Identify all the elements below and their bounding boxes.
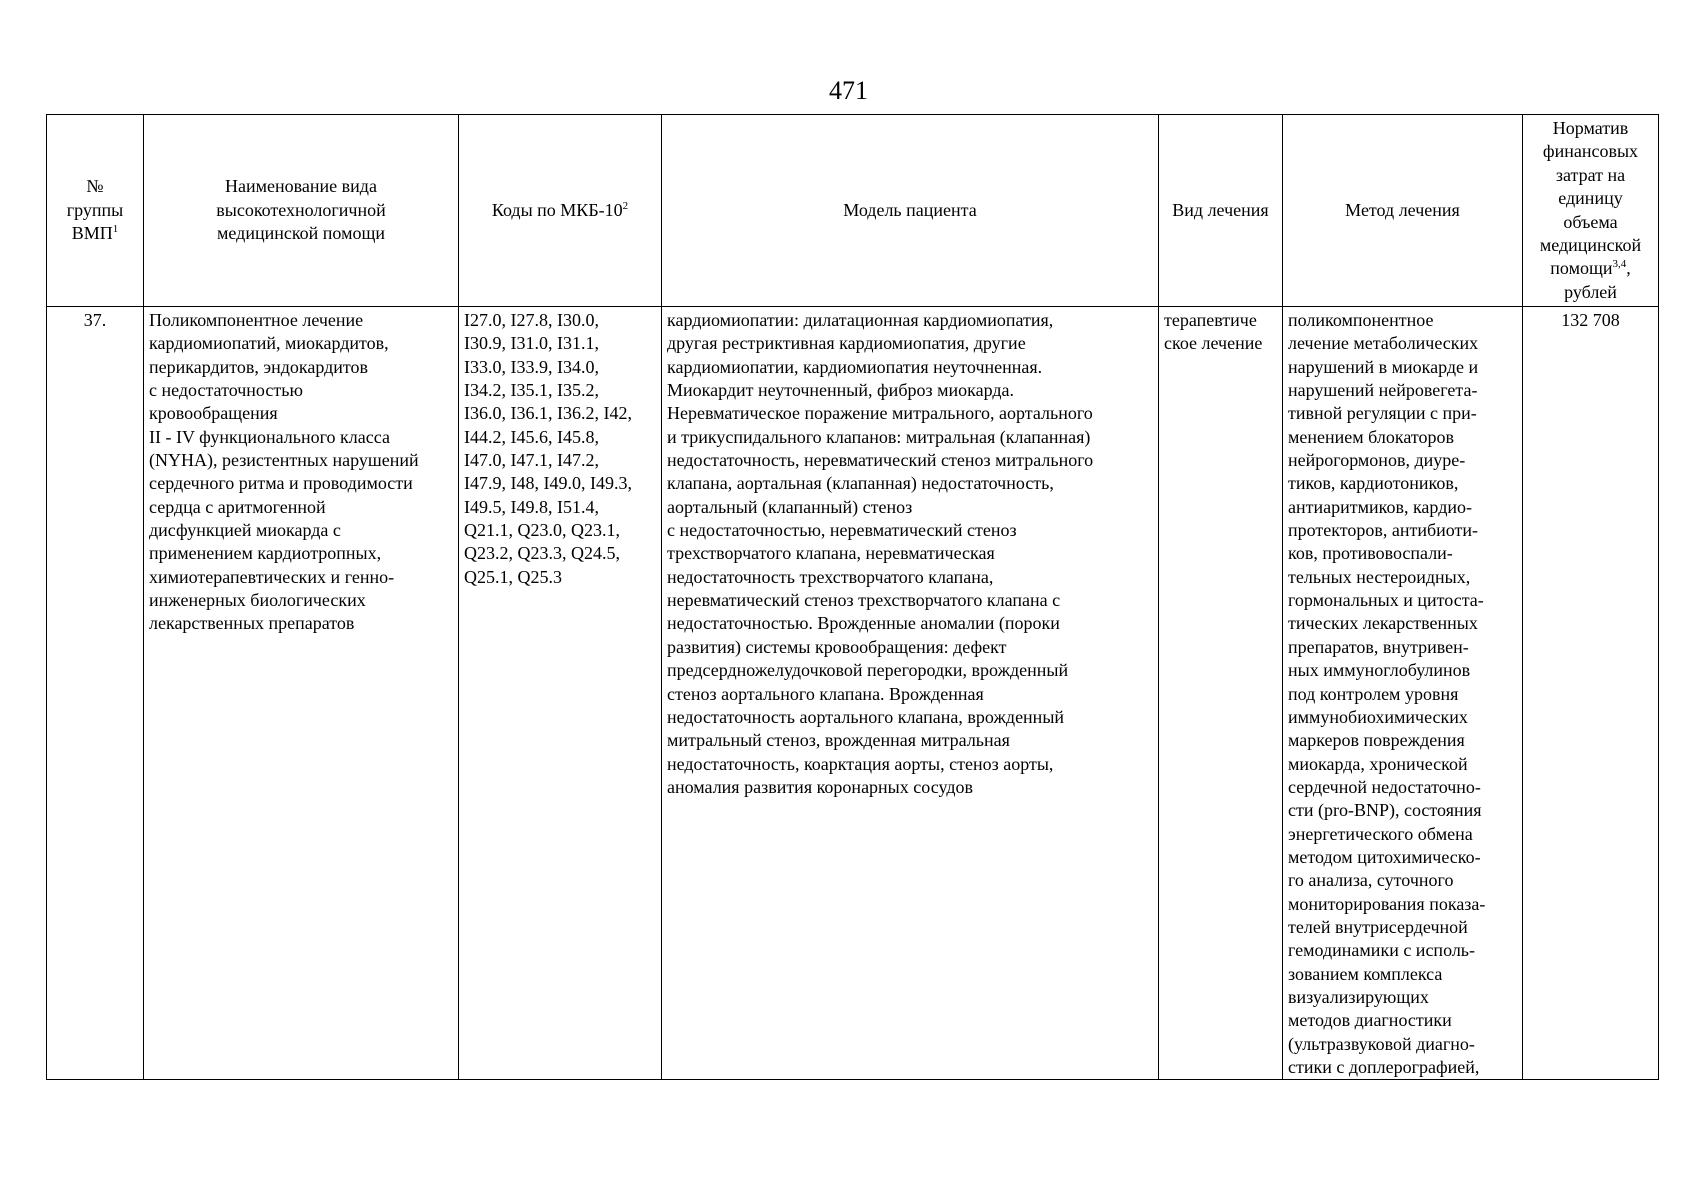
text-line: с недостаточностью <box>149 380 303 401</box>
text-line: маркеров повреждения <box>1288 730 1465 751</box>
text-line: недостаточность, коарктация аорты, стеноз аорты, <box>667 753 1054 774</box>
header-method <box>1283 115 1523 307</box>
group-number: 37. <box>83 310 107 330</box>
text-line: миокарда, хронической <box>1288 753 1468 774</box>
header-method-text: Метод лечения <box>1345 199 1460 220</box>
vmp-table <box>46 114 1659 1080</box>
text-line: кровообращения <box>149 403 278 424</box>
text-line: (ультразвуковой диагно- <box>1288 1033 1475 1054</box>
text-line: лечение метаболических <box>1288 333 1479 354</box>
text-line: стеноз аортального клапана. Врожденная <box>667 683 984 704</box>
cell-kind <box>1159 307 1283 1080</box>
text-line: аортальный (клапанный) стеноз <box>667 496 913 517</box>
text-line: терапевтиче <box>1164 310 1257 330</box>
cell-norm <box>1523 307 1659 1080</box>
page-number: 471 <box>829 76 868 105</box>
text-line: сердечного ритма и проводимости <box>149 473 413 494</box>
cell-model <box>662 307 1159 1080</box>
text-line: применением кардиотропных, <box>149 543 382 564</box>
text-line: I33.0, I33.9, I34.0, <box>464 356 599 377</box>
text-line: развития) системы кровообращения: дефект <box>667 636 1007 657</box>
header-norm-line: затрат на <box>1555 164 1626 185</box>
text-line: I47.9, I48, I49.0, I49.3, <box>464 473 632 494</box>
cell-name <box>144 307 459 1080</box>
header-norm-line: Норматив <box>1552 118 1629 139</box>
text-line: кардиомиопатии, кардиомиопатия неуточненная. <box>667 356 1043 377</box>
header-name-line: высокотехнологичной <box>216 199 386 220</box>
header-group <box>47 115 144 307</box>
header-norm-line: медицинской <box>1539 234 1642 255</box>
text-line: (NYHA), резистентных нарушений <box>149 450 419 471</box>
footnote-mark: 2 <box>622 199 629 212</box>
cell-method <box>1283 307 1523 1080</box>
header-norm-line: единицу <box>1558 188 1623 209</box>
text-line: Q23.2, Q23.3, Q24.5, <box>464 543 620 564</box>
text-line: недостаточность аортального клапана, врожденный <box>667 706 1065 727</box>
text-line: ков, противовоспали- <box>1288 543 1453 564</box>
text-line: иммунобиохимических <box>1288 706 1468 727</box>
text-line: неревматический стеноз трехстворчатого клапана с <box>667 590 1061 611</box>
footnote-mark: 1 <box>112 223 119 236</box>
text-line: недостаточность, неревматический стеноз митрального <box>667 450 1094 471</box>
text-line: го анализа, суточного <box>1288 870 1454 891</box>
text-line: гормональных и цитоста- <box>1288 590 1484 611</box>
norm-value: 132 708 <box>1561 310 1620 330</box>
text-line: кардиомиопатий, миокардитов, <box>149 333 389 354</box>
text-line: сти (pro-BNP), состояния <box>1288 800 1482 821</box>
table-row <box>47 307 1659 1080</box>
header-model <box>662 115 1159 307</box>
text-line: нарушений в миокарде и <box>1288 356 1479 377</box>
header-name <box>144 115 459 307</box>
text-line: тельных нестероидных, <box>1288 566 1471 587</box>
text-line: и трикуспидального клапанов: митральная (клапанная) <box>667 426 1091 447</box>
header-norm-line: объема <box>1563 211 1618 232</box>
text-line: лекарственных препаратов <box>149 613 355 634</box>
header-norm <box>1523 115 1659 307</box>
header-codes-text: Коды по МКБ-10 <box>491 199 623 220</box>
text-line: под контролем уровня <box>1288 683 1459 704</box>
text-line: тиков, кардиотоников, <box>1288 473 1459 494</box>
footnote-mark: 3,4 <box>1612 258 1627 271</box>
text-line: Поликомпонентное лечение <box>149 310 364 330</box>
text-line: сердечной недостаточно- <box>1288 776 1481 797</box>
text-line: I47.0, I47.1, I47.2, <box>464 450 599 471</box>
text-line: предсердножелудочковой перегородки, врожденный <box>667 660 1069 681</box>
text-line: трехстворчатого клапана, неревматическая <box>667 543 995 564</box>
header-norm-line: помощи$^{3,4}$, <box>1550 258 1631 279</box>
header-kind <box>1159 115 1283 307</box>
text-line: химиотерапевтических и генно- <box>149 566 395 587</box>
header-name-line: Наименование вида <box>225 176 377 197</box>
header-group-line: № <box>86 176 104 197</box>
text-line: ных иммуноглобулинов <box>1288 660 1471 681</box>
cell-codes <box>459 307 662 1080</box>
text-line: Q25.1, Q25.3 <box>464 566 562 587</box>
text-line: антиаритмиков, кардио- <box>1288 496 1472 517</box>
header-model-text: Модель пациента <box>843 199 977 220</box>
text-line: I34.2, I35.1, I35.2, <box>464 380 599 401</box>
text-line: I27.0, I27.8, I30.0, <box>464 310 599 330</box>
text-line: препаратов, внутривен- <box>1288 636 1469 657</box>
text-line: нейрогормонов, диуре- <box>1288 450 1466 471</box>
text-line: гемодинамики с исполь- <box>1288 940 1476 961</box>
header-kind-text: Вид лечения <box>1172 199 1269 220</box>
header-norm-line: рублей <box>1564 281 1617 302</box>
text-line: дисфункцией миокарда с <box>149 520 341 541</box>
text-line: Q21.1, Q23.0, Q23.1, <box>464 520 620 541</box>
text-line: с недостаточностью, неревматический стеноз <box>667 520 1017 541</box>
header-norm-line: финансовых <box>1542 141 1639 162</box>
text-line: клапана, аортальная (клапанная) недостаточность, <box>667 473 1054 494</box>
text-line: I44.2, I45.6, I45.8, <box>464 426 599 447</box>
text-line: зованием комплекса <box>1288 963 1443 984</box>
text-line: методом цитохимическо- <box>1288 846 1481 867</box>
text-line: инженерных биологических <box>149 590 366 611</box>
text-line: Миокардит неуточненный, фиброз миокарда. <box>667 380 1014 401</box>
text-line: поликомпонентное <box>1288 310 1434 330</box>
text-line: ское лечение <box>1164 333 1263 354</box>
table-header-row <box>47 115 1659 307</box>
text-line: перикардитов, эндокардитов <box>149 356 369 377</box>
text-line: II - IV функционального класса <box>149 426 390 447</box>
header-codes <box>459 115 662 307</box>
header-group-line: группы <box>66 199 124 220</box>
text-line: стики с доплерографией, <box>1288 1057 1480 1077</box>
text-line: мониторирования показа- <box>1288 893 1486 914</box>
header-name-line: медицинской помощи <box>217 223 385 244</box>
text-line: менением блокаторов <box>1288 426 1454 447</box>
text-line: I49.5, I49.8, I51.4, <box>464 496 599 517</box>
text-line: I36.0, I36.1, I36.2, I42, <box>464 403 632 424</box>
text-line: другая рестриктивная кардиомиопатия, другие <box>667 333 1026 354</box>
text-line: протекторов, антибиоти- <box>1288 520 1479 541</box>
text-line: методов диагностики <box>1288 1010 1452 1031</box>
text-line: I30.9, I31.0, I31.1, <box>464 333 599 354</box>
text-line: недостаточностью. Врожденные аномалии (пороки <box>667 613 1060 634</box>
text-line: энергетического обмена <box>1288 823 1473 844</box>
text-line: сердца с аритмогенной <box>149 496 326 517</box>
cell-group <box>47 307 144 1080</box>
text-line: недостаточность трехстворчатого клапана, <box>667 566 994 587</box>
header-group-line: ВМП$^1$ <box>71 223 119 244</box>
text-line: аномалия развития коронарных сосудов <box>667 776 973 797</box>
text-line: визуализирующих <box>1288 986 1429 1007</box>
text-line: Неревматическое поражение митрального, аортального <box>667 403 1093 424</box>
text-line: кардиомиопатии: дилатационная кардиомиопатия, <box>667 310 1054 330</box>
text-line: митральный стеноз, врожденная митральная <box>667 730 1010 751</box>
text-line: телей внутрисердечной <box>1288 916 1468 937</box>
text-line: тивной регуляции с при- <box>1288 403 1477 424</box>
text-line: нарушений нейровегета- <box>1288 380 1478 401</box>
text-line: тических лекарственных <box>1288 613 1478 634</box>
